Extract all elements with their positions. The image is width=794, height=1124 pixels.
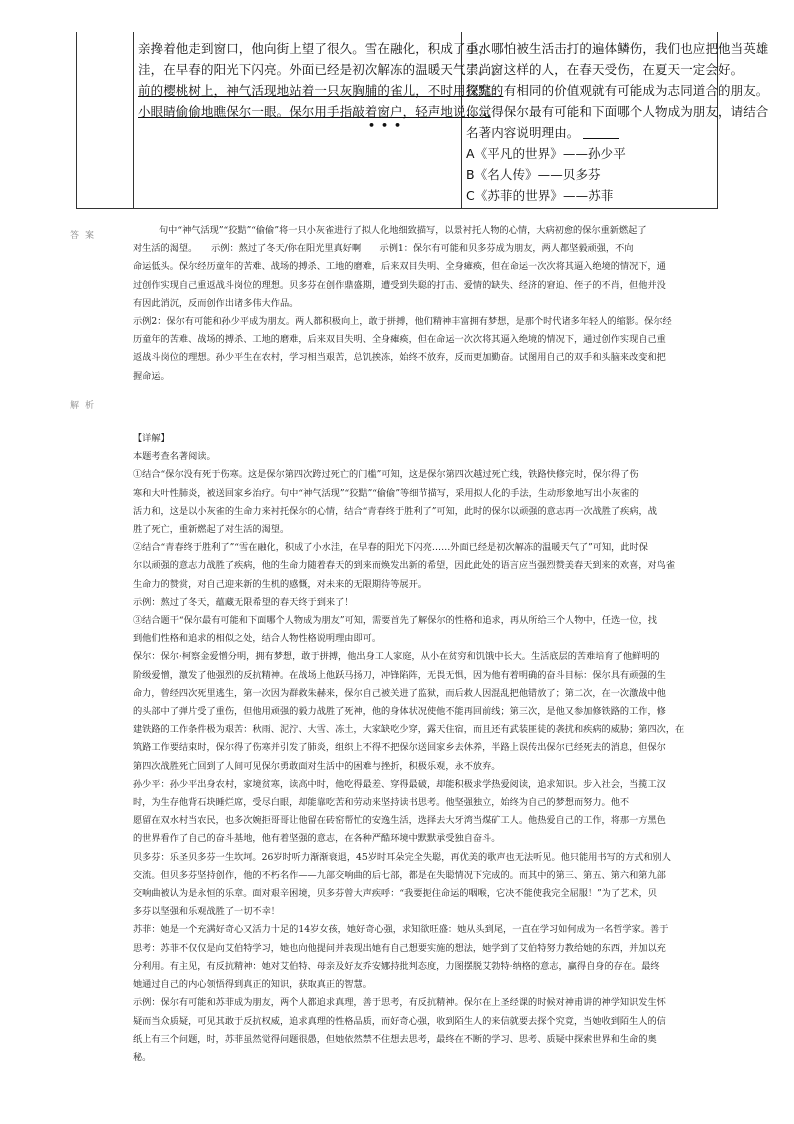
analysis-line: 命力，曾经四次死里逃生，第一次因为群救朱赫来，保尔自己被关进了监狱，而后救人因混乱把他错放了；第二次，在一次激战中他 — [133, 687, 666, 699]
analysis-line: 时，为生存他背石块睡烂席，受尽白眼，却能靠吃苦和劳动来坚持读书思考。他坚强独立，始终为自己的梦想而努力。他不 — [133, 797, 630, 809]
analysis-line: 交响曲被认为是永恒的乐章。面对艰辛困境，贝多芬曾大声疾呼：“我要扼住命运的咽喉，它决不能使我完全屈服！”为了艺术，贝 — [133, 888, 657, 900]
answer-line: 命运低头。保尔经历童年的苦难、战场的搏杀、工地的磨难，后来双目失明、全身瘫痪，但在命运一次次将其逼入绝境的情况下，通 — [133, 261, 666, 273]
analysis-line: 保尔：保尔·柯察金爱憎分明，拥有梦想，敢于拼搏，他出身工人家庭，从小在贫穷和饥饿中长大。生活底层的苦难培育了他鲜明的 — [133, 651, 660, 663]
answer-line: 历童年的苦难、战场的搏杀、工地的磨难，后来双目失明、全身瘫痪，但在命运一次次将其逼入绝境的情况下，通过创作实现自己重 — [133, 334, 666, 346]
analysis-line: 筑路工作要结束时，保尔得了伤寒并引发了肺炎，组织上不得不把保尔送回家乡去休养，半路上误传出保尔已经死去的消息，但保尔 — [133, 742, 666, 754]
answer-label: 答案 — [70, 231, 101, 241]
table-passage-column — [133, 32, 504, 208]
analysis-line: 到他们性格和追求的相似之处，结合人物性格说明理由即可。 — [133, 633, 382, 645]
passage-line: 洼，在早春的阳光下闪亮。外面已经是初次解冻的温暖天气了。窗 — [138, 62, 504, 77]
answer-line: 过创作实现自己重返战斗岗位的理想。贝多芬在创作鼎盛期，遭受到失聪的打击、爱情的缺失、经济的窘迫、侄子的不肖，但他并没 — [133, 279, 666, 291]
analysis-line: 她通过自己的内心领悟得到真正的知识，获取真正的智慧。 — [133, 979, 372, 991]
analysis-line: 分利用。有主见，有反抗精神：她对艾伯特、母亲及好友乔安娜持批判态度，力图摆脱艾勃特·纳格的意志，赢得自身的存在。最终 — [133, 960, 660, 972]
question-line: 重，哪怕被生活击打的遍体鳞伤，我们也应把他当英雄 — [466, 41, 769, 56]
analysis-line: 思考：苏菲不仅仅是向艾伯特学习，她也向他提问并表现出她有自己想要实施的想法，她学到了艾伯特努力教给她的东西，并加以充 — [133, 942, 666, 954]
answer-line: 示例2：保尔有可能和孙少平成为朋友。两人都积极向上，敢于拼搏，他们精神丰富拥有梦想，是那个时代诸多年轻人的缩影。保尔经 — [133, 316, 672, 328]
analysis-line: 的头部中了弹片受了重伤，但他用顽强的毅力战胜了死神，他的身体状况使他不能再回前线；第三次，是他又参加修铁路的工作，修 — [133, 706, 666, 718]
answer-line: 返战斗岗位的理想。孙少平生在农村，学习相当艰苦，总饥挨冻，始终不放弃，反而更加勤奋。试图用自己的双手和头脑来改变和把 — [133, 352, 666, 364]
analysis-line: 孙少平：孙少平出身农村，家境贫寒，读高中时，他吃得最差、穿得最破，却能积极求学热爱阅读，追求知识。步入社会，当揽工汉 — [133, 778, 666, 790]
analysis-line: ②结合“青春终于胜利了”“雪在融化，积成了小水洼，在早春的阳光下闪亮……外面已经是初次解冻的温暖天气了”可知，此时保 — [133, 542, 648, 554]
question-line: 探究：有相同的价值观就有可能成为志同道合的朋友。 — [466, 83, 769, 98]
question-line: 你觉得保尔最有可能和下面哪个人物成为朋友，请结合 — [466, 104, 769, 119]
analysis-label: 解析 — [70, 401, 101, 411]
question-line: 名著内容说明理由。 — [466, 122, 711, 143]
analysis-line: 多芬以坚强和乐观战胜了一切不幸！ — [133, 906, 280, 918]
analysis-line: 苏菲：她是一个充满好奇心又活力十足的14岁女孩，她好奇心强，求知欲旺盛：她从头到尾，一直在学习如何成为一名哲学家。善于 — [133, 924, 669, 936]
analysis-line: 贝多芬：乐圣贝多芬一生坎坷。26岁时听力渐渐衰退，45岁时耳朵完全失聪，再优美的歌声也无法听见。他只能用书写的方式和别人 — [133, 851, 671, 863]
analysis-line: 示例：保尔有可能和苏菲成为朋友，两个人都追求真理，善于思考，有反抗精神。保尔在上圣经课的时候对神甫讲的神学知识发生怀 — [133, 997, 666, 1009]
option-b: B《名人传》——贝多芬 — [466, 167, 601, 182]
analysis-line: 寒和大叶性肺炎，被送回家乡治疗。句中“神气活现”“狡黠”“偷偷”等细节描写，采用拟人化的手法，生动形象地写出小灰雀的 — [133, 487, 639, 499]
answer-body — [133, 222, 723, 386]
analysis-line: ①结合“保尔没有死于伤寒。这是保尔第四次跨过死亡的门槛”可知，这是保尔第四次越过死亡线，铁路快修完时，保尔得了伤 — [133, 469, 639, 481]
analysis-line: 阶级爱憎，激发了他强烈的反抗精神。在战场上他跃马扬刀，冲锋陷阵，无畏无惧，因为他有着明确的奋斗目标：保尔具有顽强的生 — [133, 669, 666, 681]
analysis-line: 生命力的赞赏，对自己迎来新的生机的感慨，对未来的无限期待等展开。 — [133, 578, 427, 590]
table-label-column — [77, 32, 134, 208]
analysis-line: 交流。但贝多芬坚持创作，他的不朽名作——九部交响曲的后七部，都是在失聪情况下完成的。而其中的第三、第五、第六和第九部 — [133, 869, 666, 881]
analysis-line: 纸上有三个问题，时，苏菲虽然觉得问题很愚，但她依然禁不住想去思考，最终在不断的学习、思考、质疑中探索世界和生命的奥 — [133, 1033, 657, 1045]
analysis-line: 活力和，这是以小灰雀的生命力来衬托保尔的心情，结合“青春终于胜利了”可知，此时的保尔以顽强的意志再一次战胜了疾病，战 — [133, 505, 657, 517]
option-c: C《苏菲的世界》——苏菲 — [466, 188, 614, 203]
analysis-line: 尔以顽强的意志力战胜了疾病，他的生命力随着春天的到来而焕发出新的希望，因此此处的语言应当强烈赞美春天到来的欢喜，对鸟雀 — [133, 560, 676, 572]
passage-line-underlined: 前的樱桃树上，神气活现地站着一只灰胸脯的雀儿，不时用狡黠的 — [138, 83, 504, 98]
analysis-line: 胜了死亡，重新燃起了对生活的渴望。 — [133, 524, 290, 536]
analysis-line: 示例：熬过了冬天，蕴藏无限希望的春天终于到来了！ — [133, 596, 354, 608]
table-question-column — [461, 32, 769, 208]
analysis-heading: 【详解】 — [133, 433, 170, 444]
answer-blank[interactable] — [583, 126, 619, 139]
option-a: A《平凡的世界》——孙少平 — [466, 146, 626, 161]
passage-line: 亲搀着他走到窗口，他向街上望了很久。雪在融化，积成了小水 — [138, 41, 491, 56]
answer-line: 句中“神气活现”“狡黠”“偷偷”将一只小灰雀进行了拟人化地细致描写，以景衬托人物的心情，大病初愈的保尔重新燃起了 — [159, 225, 647, 236]
analysis-line: 秘。 — [133, 1051, 152, 1063]
analysis-line: ③结合题干“保尔最有可能和下面哪个人物成为朋友”可知，需要首先了解保尔的性格和追求，再从所给三个人物中，任选一位，找 — [133, 615, 657, 627]
analysis-body — [133, 430, 723, 1067]
analysis-line: 第四次战胜死亡回到了人间可见保尔勇敢面对生活中的困难与挫折，积极乐观，永不放弃。 — [133, 760, 501, 772]
emphasis-dots: ••• — [368, 119, 408, 132]
analysis-line: 本题考查名著阅读。 — [133, 451, 216, 463]
answer-line: 对生活的渴望。 示例：熬过了冬天/你在阳光里真好啊 示例1：保尔有可能和贝多芬成为朋友，两人都坚毅顽强，不向 — [133, 243, 634, 255]
analysis-line: 疑而当众质疑，可见其敢于反抗权威，追求真理的性格品质，而好奇心强，收到陌生人的来信就要去探个究竟，当她收到陌生人的信 — [133, 1015, 666, 1027]
answer-line: 有因此消沉，反而创作出诸多伟大作品。 — [133, 297, 299, 309]
analysis-line: 的世界看作了自己的奋斗基地，他有着坚强的意志，在各种严酷环境中默默承受独自奋斗。 — [133, 833, 501, 845]
passage-line-underlined: 小眼睛偷偷地瞧保尔一眼。保尔用手指敲着窗户，轻声地说…… — [138, 104, 491, 119]
analysis-line: 建铁路的工作条件极为艰苦：秋雨、泥泞、大雪、冻土，大家缺吃少穿，露天住宿，而且还有武装匪徒的袭扰和疾病的威胁；第四次，在 — [133, 724, 685, 736]
question-line: 崇尚。这样的人，在春天受伤，在夏天一定会好。 — [466, 62, 744, 77]
analysis-line: 愿留在双水村当农民，也多次婉拒哥哥让他留在砖窑帮忙的安逸生活，选择去大牙湾当煤矿工人。他热爱自己的工作，将那一方黑色 — [133, 815, 666, 827]
answer-line: 握命运。 — [133, 370, 170, 382]
question-table — [76, 32, 769, 209]
